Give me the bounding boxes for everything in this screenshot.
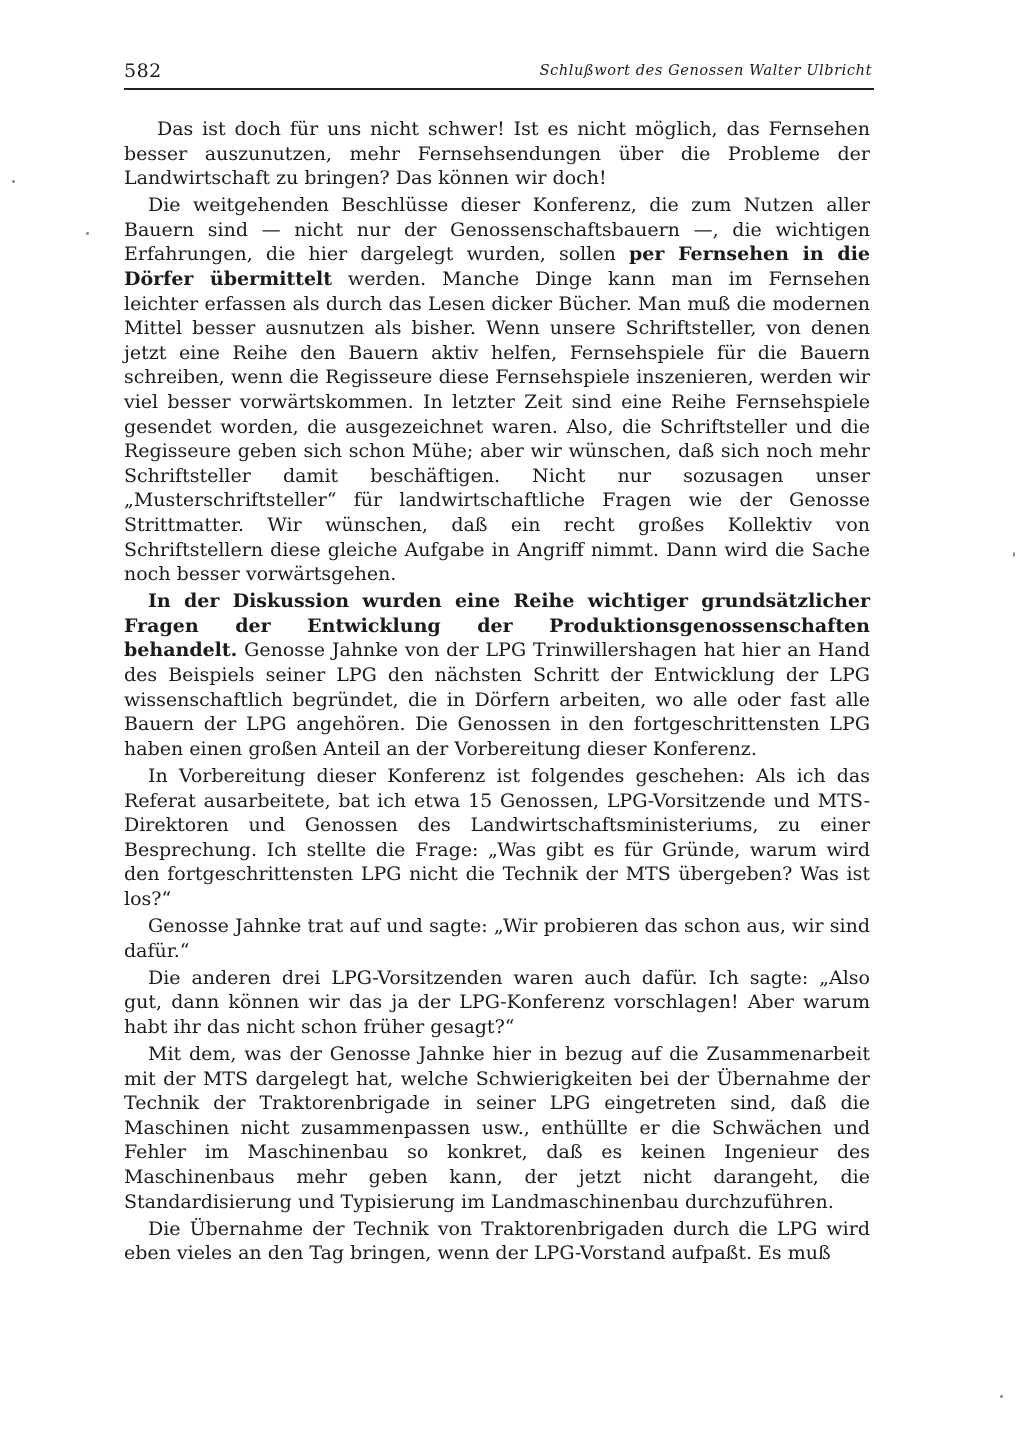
text-segment: In Vorbereitung dieser Konferenz ist folgendes geschehen: Als ich das Referat ausarbeitete, bat ich etwa 15 Genossen, LPG-Vorsitzende und MTS-Direktoren und Genossen des Landwirtschaftsministeriums, zu einer Besprechung. Ich stellte die Frage: „Was gibt es für Gründe, warum wird den fortgeschrittensten LPG nicht die Technik der MTS übergeben? Was ist los?“	[124, 764, 870, 910]
scan-speck	[1013, 552, 1015, 557]
paragraph	[124, 764, 870, 912]
paragraph	[124, 193, 870, 587]
text-segment: werden. Manche Dinge kann man im Fernsehen leichter erfassen als durch das Lesen dicker Bücher. Man muß die modernen Mittel besser ausnutzen als bisher. Wenn unsere Schriftsteller, von denen jetzt eine Reihe den Bauern aktiv helfen, Fernsehspiele für die Bauern schreiben, wenn die Regisseure diese Fernsehspiele inszenieren, werden wir viel besser vorwärtskommen. In letzter Zeit sind eine Reihe Fernsehspiele gesendet worden, die ausgezeichnet waren. Also, die Schriftsteller und die Regisseure geben sich schon Mühe; aber wir wünschen, daß sich noch mehr Schriftsteller damit beschäftigen. Nicht nur sozusagen unser „Musterschriftsteller“ für landwirtschaftliche Fragen wie der Genosse Strittmatter. Wir wünschen, daß ein recht großes Kollektiv von Schriftstellern diese gleiche Aufgabe in Angriff nimmt. Dann wird die Sache noch besser vorwärtsgehen.	[124, 268, 870, 586]
scan-speck	[12, 180, 15, 183]
paragraph	[124, 1042, 870, 1214]
bold-text-segment: In der Diskussion wurden eine Reihe wichtiger grundsätzlicher Fragen der Entwicklung der Produktionsgenossenschaften behandelt.	[124, 590, 870, 662]
text-segment: Die Übernahme der Technik von Traktorenbrigaden durch die LPG wird eben vieles an den Tag bringen, wenn der LPG-Vorstand aufpaßt. Es muß	[124, 1217, 870, 1265]
scan-speck	[1000, 1395, 1003, 1398]
running-head: Schlußwort des Genossen Walter Ulbricht	[539, 63, 872, 79]
scan-speck	[86, 232, 89, 235]
paragraph	[124, 966, 870, 1040]
text-segment: Genosse Jahnke trat auf und sagte: „Wir probieren das schon aus, wir sind dafür.“	[124, 915, 870, 962]
text-segment: Genosse Jahnke von der LPG Trinwillershagen hat hier an Hand des Beispiels seiner LPG den nächsten Schritt der Entwicklung der LPG wissenschaftlich begründet, die in Dörfern arbeiten, wo alle oder fast alle Bauern der LPG angehören. Die Genossen in den fortgeschrittensten LPG haben einen großen Anteil an der Vorbereitung dieser Konferenz.	[124, 639, 870, 760]
text-segment: Die anderen drei LPG-Vorsitzenden waren auch dafür. Ich sagte: „Also gut, dann können wir das ja der LPG-Konferenz vorschlagen! Aber warum habt ihr das nicht schon früher gesagt?“	[124, 966, 870, 1038]
text-segment: Das ist doch für uns nicht schwer! Ist es nicht möglich, das Fernsehen besser auszunutzen, mehr Fernsehsendungen über die Probleme der Landwirtschaft zu bringen? Das können wir doch!	[124, 118, 870, 190]
page-header	[124, 58, 874, 90]
paragraph	[124, 117, 870, 191]
body-text	[124, 117, 870, 1268]
paragraph	[124, 914, 870, 963]
text-segment: Die weitgehenden Beschlüsse dieser Konferenz, die zum Nutzen aller Bauern sind — nicht nur der Genossenschaftsbauern —, die wichtigen Erfahrungen, die hier dargelegt wurden, sollen	[124, 194, 870, 266]
bold-text-segment: per Fernsehen in die Dörfer übermittelt	[124, 243, 870, 291]
page-number: 582	[124, 60, 162, 82]
text-segment: Mit dem, was der Genosse Jahnke hier in bezug auf die Zusammenarbeit mit der MTS dargelegt hat, welche Schwierigkeiten bei der Übernahme der Technik der Traktorenbrigade in seiner LPG eingetreten sind, daß die Maschinen nicht zusammenpassen usw., enthüllte er die Schwächen und Fehler im Maschinenbau so konkret, daß es keinen Ingenieur des Maschinenbaus mehr geben kann, der jetzt nicht darangeht, die Standardisierung und Typisierung im Landmaschinenbau durchzuführen.	[124, 1042, 870, 1213]
paragraph	[124, 589, 870, 761]
paragraph	[124, 1217, 870, 1266]
